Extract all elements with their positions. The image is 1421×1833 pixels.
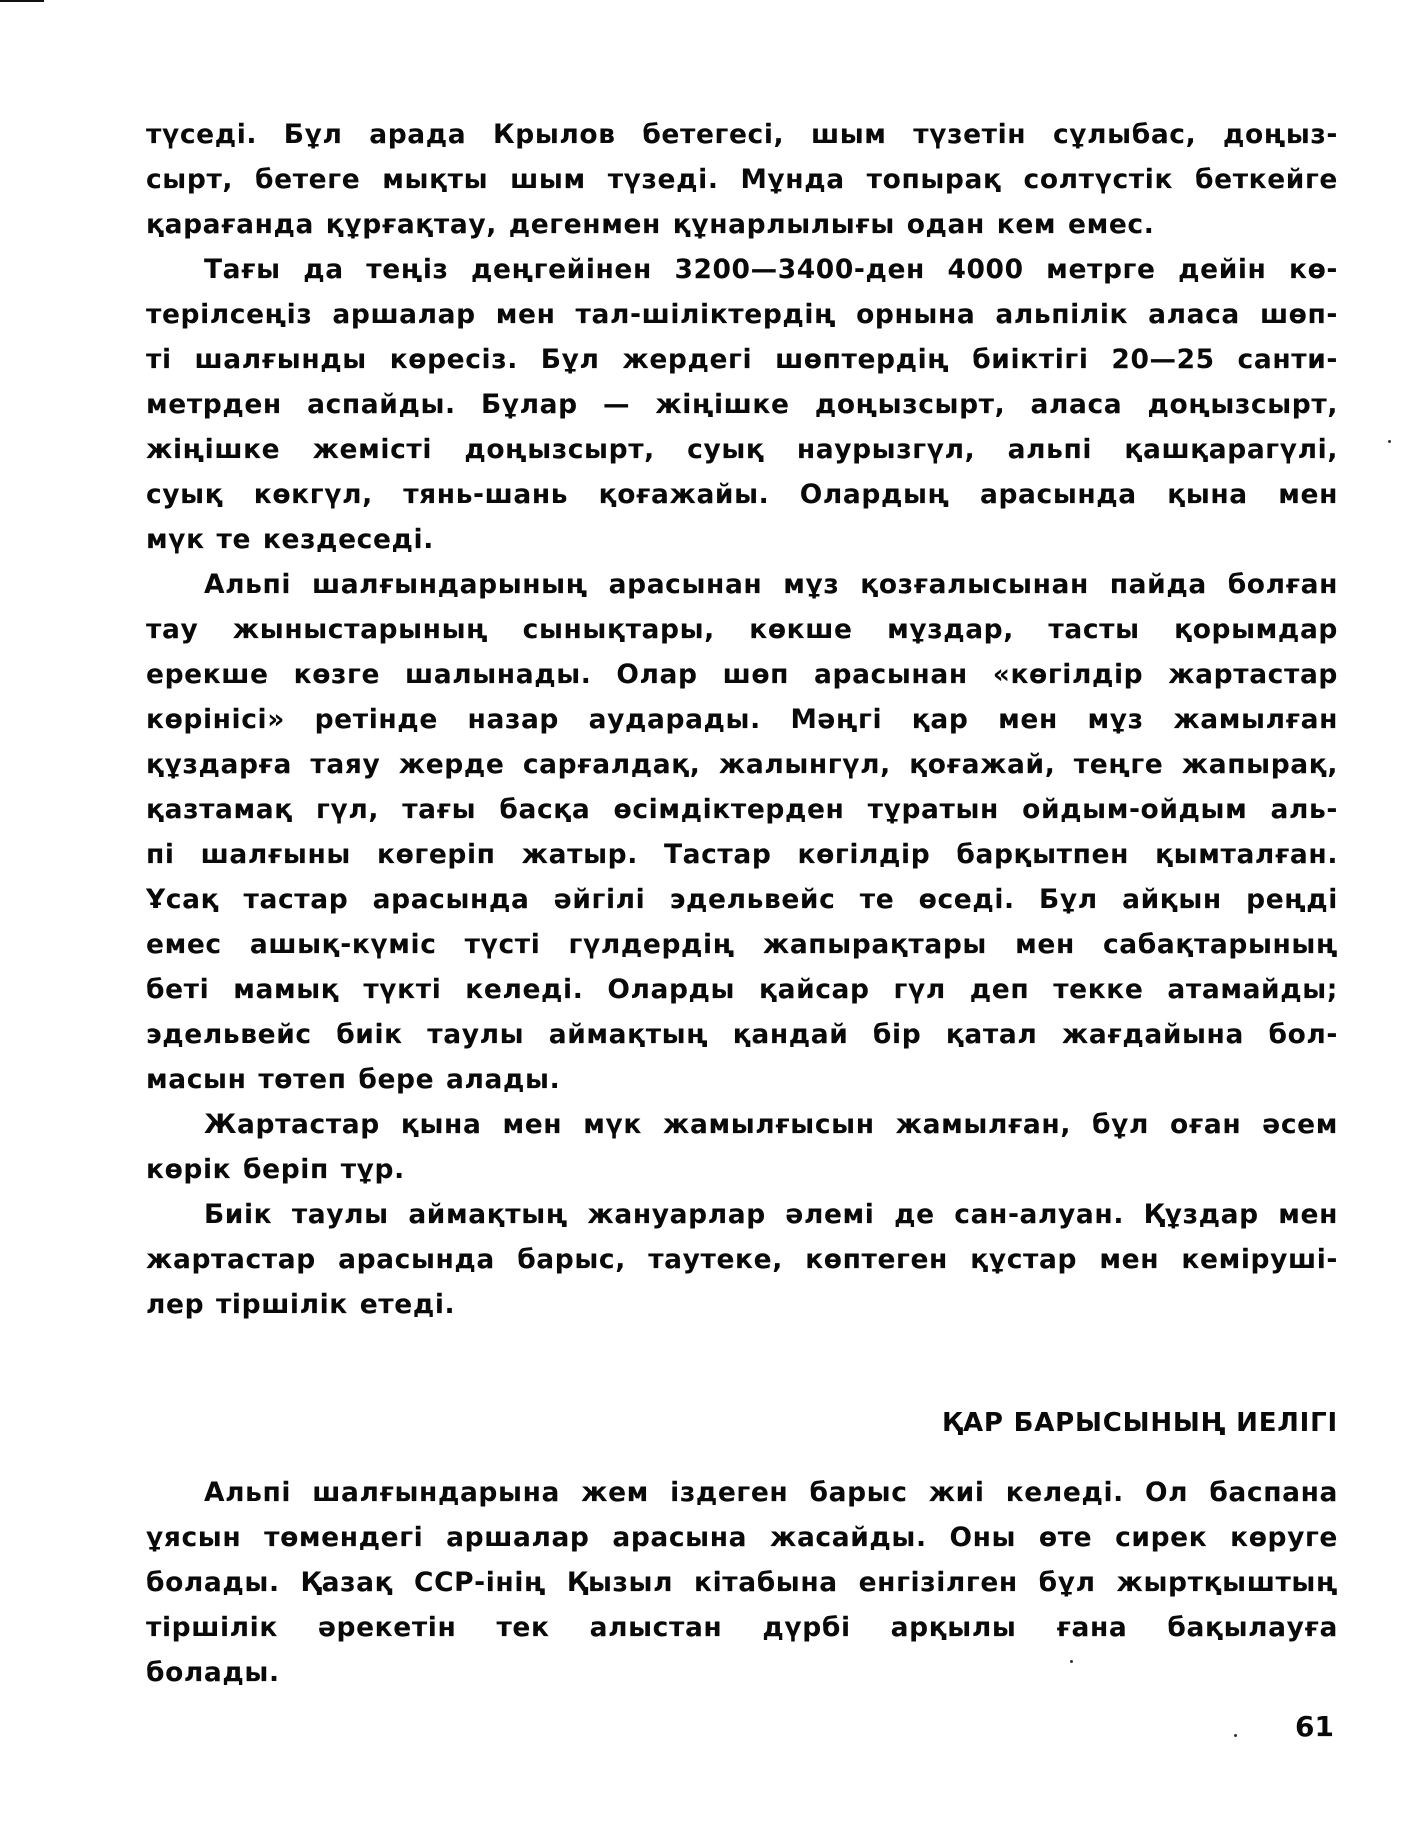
text-line: суық көкгүл, тянь-шань қоғажайы. Олардың арасында қына мен [146, 479, 1338, 510]
text-line: көрінісі» ретінде назар аударады. Мәңгі қар мен мұз жамылған [146, 704, 1338, 735]
text-line: Биік таулы аймақтың жануарлар әлемі де сан-алуан. Құздар мен [204, 1199, 1338, 1230]
text-line: көрік беріп тұр. [146, 1154, 405, 1185]
scan-artifact [0, 0, 44, 2]
text-line: Жартастар қына мен мүк жамылғысын жамылған, бұл оған әсем [204, 1109, 1338, 1140]
text-line: лер тіршілік етеді. [146, 1289, 456, 1320]
text-line: болады. [146, 1657, 280, 1688]
text-line: болады. Қазақ ССР-інің Қызыл кітабына енгізілген бұл жыртқыштың [146, 1567, 1338, 1598]
scan-speck [1234, 1734, 1237, 1737]
page-number: 61 [1295, 1710, 1334, 1743]
text-line: Тағы да теңіз деңгейінен 3200—3400-ден 4000 метрге дейін кө- [204, 254, 1338, 285]
paragraph-5 [146, 1192, 1338, 1327]
text-line: эдельвейс биік таулы аймақтың қандай бір қатал жағдайына бол- [146, 1019, 1338, 1050]
text-line: Альпі шалғындарының арасынан мұз қозғалысынан пайда болған [204, 569, 1338, 600]
text-line: ерекше көзге шалынады. Олар шөп арасынан «көгілдір жартастар [146, 659, 1338, 690]
text-line: Ұсақ тастар арасында әйгілі эдельвейс те өседі. Бұл айқын реңді [146, 884, 1338, 915]
text-line: беті мамық түкті келеді. Оларды қайсар гүл деп текке атамайды; [146, 974, 1338, 1005]
text-line: құздарға таяу жерде сарғалдақ, жалынгүл, қоғажай, теңге жапырақ, [146, 749, 1338, 780]
text-line: ті шалғынды көресіз. Бұл жердегі шөптердің биіктігі 20—25 санти- [146, 344, 1338, 375]
text-line: жартастар арасында барыс, таутеке, көптеген құстар мен кеміруші- [146, 1244, 1338, 1275]
text-line: пі шалғыны көгеріп жатыр. Тастар көгілдір барқытпен қымталған. [146, 839, 1338, 870]
text-line: ұясын төмендегі аршалар арасына жасайды. Оны өте сирек көруге [146, 1522, 1338, 1553]
text-column [146, 112, 1338, 1695]
section-heading: ҚАР БАРЫСЫНЫҢ ИЕЛІГІ [942, 1408, 1338, 1438]
text-line: қарағанда құрғақтау, дегенмен құнарлылығы одан кем емес. [146, 209, 1155, 240]
paragraph-1 [146, 112, 1338, 247]
text-line: жіңішке жемісті доңызсырт, суық наурызгүл, альпі қашқарагүлі, [146, 434, 1338, 465]
paragraph-4 [146, 1102, 1338, 1192]
text-line: сырт, бетеге мықты шым түзеді. Мұнда топырақ солтүстік беткейге [146, 164, 1338, 195]
text-line: масын төтеп бере алады. [146, 1064, 561, 1095]
paragraph-6 [146, 1470, 1338, 1695]
text-line: қазтамақ гүл, тағы басқа өсімдіктерден тұратын ойдым-ойдым аль- [146, 794, 1338, 825]
text-line: Альпі шалғындарына жем іздеген барыс жиі келеді. Ол баспана [204, 1477, 1338, 1508]
text-line: емес ашық-күміс түсті гүлдердің жапырақтары мен сабақтарының [146, 929, 1338, 960]
scan-speck [1388, 440, 1391, 443]
text-line: терілсеңіз аршалар мен тал-шіліктердің орнына альпілік аласа шөп- [146, 299, 1338, 330]
text-line: мүк те кездеседі. [146, 524, 434, 555]
text-line: тау жыныстарының сынықтары, көкше мұздар, тасты қорымдар [146, 614, 1338, 645]
scan-speck [1070, 1660, 1073, 1663]
text-line: метрден аспайды. Бұлар — жіңішке доңызсырт, аласа доңызсырт, [146, 389, 1338, 420]
paragraph-3 [146, 562, 1338, 1102]
text-line: тіршілік әрекетін тек алыстан дүрбі арқылы ғана бақылауға [146, 1612, 1338, 1643]
text-line: түседі. Бұл арада Крылов бетегесі, шым түзетін сұлыбас, доңыз- [146, 119, 1338, 150]
paragraph-2 [146, 247, 1338, 562]
